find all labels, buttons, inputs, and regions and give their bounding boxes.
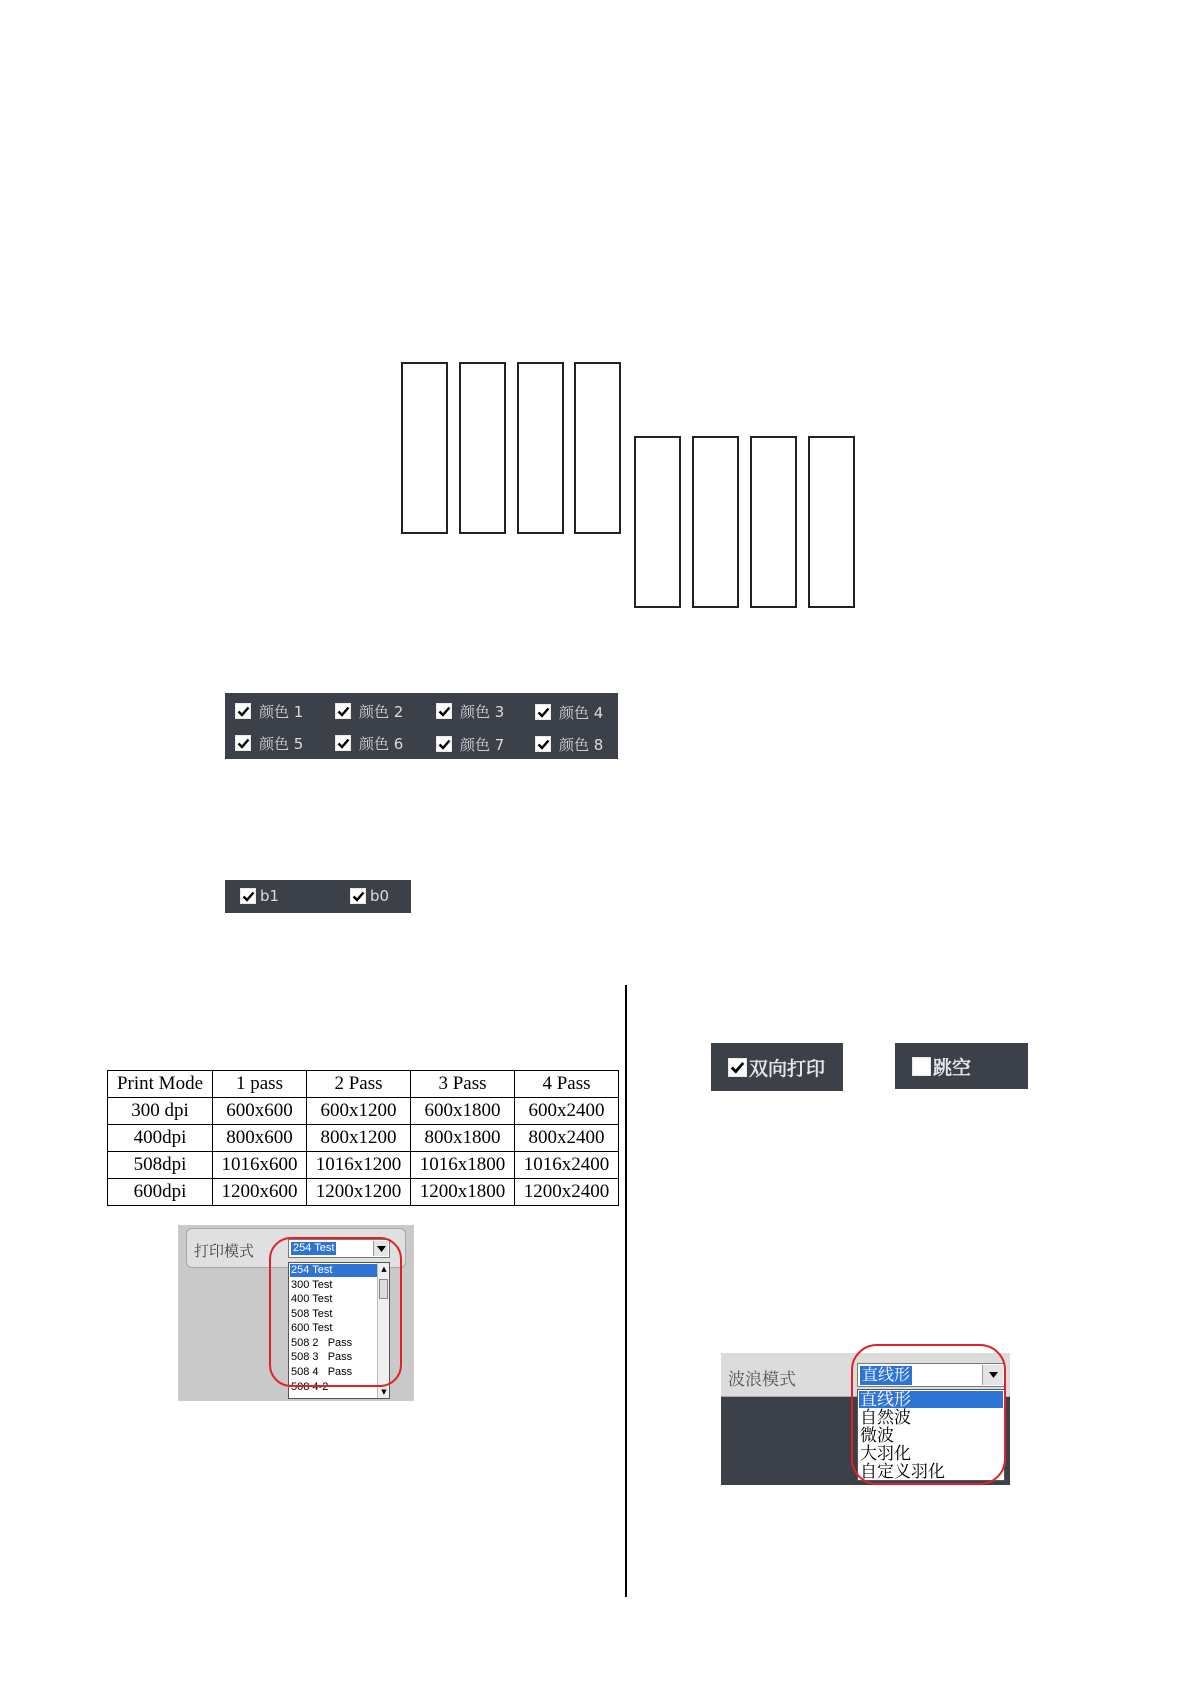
checkbox-box[interactable] — [335, 735, 351, 751]
print-mode-option[interactable]: 508 4 Pass — [291, 1366, 353, 1378]
scroll-thumb[interactable] — [379, 1279, 388, 1299]
skip-blank-checkbox[interactable] — [912, 1055, 971, 1077]
checkbox-box[interactable] — [436, 703, 452, 719]
table-header-cell: 2 Pass — [307, 1071, 411, 1098]
table-cell: 600x1200 — [307, 1098, 411, 1125]
bidirectional-print-checkbox[interactable] — [728, 1056, 825, 1078]
printhead-rect-1 — [401, 362, 448, 534]
print-mode-label: 打印模式 — [194, 1242, 255, 1260]
printhead-rect-5 — [634, 436, 681, 608]
table-cell: 1200x1200 — [307, 1179, 411, 1206]
color-channel-panel — [225, 693, 618, 759]
color-8-checkbox[interactable] — [535, 733, 603, 755]
print-mode-option[interactable]: 400 Test — [291, 1293, 333, 1305]
bidirectional-print-label: 双向打印 — [749, 1057, 826, 1080]
checkbox-box[interactable] — [240, 888, 256, 904]
table-header-cell: Print Mode — [108, 1071, 213, 1098]
printhead-rect-2 — [459, 362, 506, 534]
table-cell: 1016x2400 — [515, 1152, 619, 1179]
checkbox-box[interactable] — [535, 736, 551, 752]
checkbox-box[interactable] — [912, 1057, 931, 1076]
color-6-checkbox[interactable] — [335, 732, 403, 754]
table-cell: 800x2400 — [515, 1125, 619, 1152]
table-row — [108, 1152, 619, 1179]
skip-blank-label: 跳空 — [933, 1056, 972, 1079]
table-header-cell: 4 Pass — [515, 1071, 619, 1098]
table-cell: 400dpi — [108, 1125, 213, 1152]
table-header-cell: 3 Pass — [411, 1071, 515, 1098]
table-header-row — [108, 1071, 619, 1098]
color-3-checkbox[interactable] — [436, 700, 504, 722]
printhead-rect-4 — [574, 362, 621, 534]
table-row — [108, 1098, 619, 1125]
color-4-checkbox[interactable] — [535, 701, 603, 723]
print-mode-option[interactable]: 300 Test — [291, 1279, 333, 1291]
print-mode-option[interactable]: 508 4-2 — [291, 1381, 329, 1393]
scroll-up-arrow-icon[interactable]: ▲ — [381, 1265, 387, 1273]
table-row — [108, 1179, 619, 1206]
printhead-rect-6 — [692, 436, 739, 608]
wave-mode-option[interactable]: 大羽化 — [860, 1444, 911, 1463]
printhead-rect-7 — [750, 436, 797, 608]
color-2-label: 颜色 2 — [359, 702, 404, 721]
wave-mode-label: 波浪模式 — [728, 1370, 796, 1390]
table-cell: 1200x1800 — [411, 1179, 515, 1206]
color-7-label: 颜色 7 — [460, 735, 505, 754]
b1-checkbox[interactable] — [240, 885, 279, 907]
chevron-down-icon[interactable] — [982, 1365, 1003, 1385]
table-cell: 800x600 — [213, 1125, 307, 1152]
bit-option-panel — [225, 880, 411, 913]
bidirectional-print-panel — [711, 1043, 843, 1091]
b0-checkbox[interactable] — [350, 885, 389, 907]
checkbox-box[interactable] — [350, 888, 366, 904]
color-5-label: 颜色 5 — [259, 734, 304, 753]
color-4-label: 颜色 4 — [559, 703, 604, 722]
print-mode-scrollbar[interactable] — [377, 1263, 389, 1398]
print-mode-option[interactable]: 254 Test — [290, 1264, 388, 1277]
print-mode-panel — [178, 1225, 414, 1401]
chevron-down-icon[interactable] — [373, 1241, 388, 1256]
table-cell: 600dpi — [108, 1179, 213, 1206]
checkbox-box[interactable] — [436, 736, 452, 752]
print-mode-option[interactable]: 600 Test — [291, 1322, 333, 1334]
table-cell: 508dpi — [108, 1152, 213, 1179]
color-3-label: 颜色 3 — [460, 702, 505, 721]
table-cell: 800x1200 — [307, 1125, 411, 1152]
b1-label: b1 — [260, 887, 280, 905]
printhead-rect-3 — [517, 362, 564, 534]
checkbox-box[interactable] — [335, 703, 351, 719]
color-2-checkbox[interactable] — [335, 700, 403, 722]
table-cell: 800x1800 — [411, 1125, 515, 1152]
table-cell: 1200x600 — [213, 1179, 307, 1206]
table-row — [108, 1125, 619, 1152]
color-7-checkbox[interactable] — [436, 733, 504, 755]
wave-mode-selected-value: 直线形 — [862, 1367, 911, 1384]
wave-mode-option[interactable]: 自然波 — [860, 1408, 911, 1427]
checkbox-box[interactable] — [728, 1058, 747, 1077]
color-5-checkbox[interactable] — [235, 732, 303, 754]
wave-mode-options-list — [857, 1389, 1005, 1481]
wave-mode-option[interactable]: 微波 — [860, 1426, 894, 1445]
printhead-rect-8 — [808, 436, 855, 608]
table-cell: 1016x1200 — [307, 1152, 411, 1179]
table-cell: 600x2400 — [515, 1098, 619, 1125]
table-cell: 300 dpi — [108, 1098, 213, 1125]
b0-label: b0 — [370, 887, 390, 905]
color-6-label: 颜色 6 — [359, 734, 404, 753]
print-mode-option[interactable]: 508 2 Pass — [291, 1337, 353, 1349]
section-divider — [625, 985, 627, 1597]
wave-mode-option[interactable]: 直线形 — [859, 1391, 1003, 1408]
table-header-cell: 1 pass — [213, 1071, 307, 1098]
skip-blank-panel — [895, 1043, 1028, 1089]
print-mode-option[interactable]: 508 3 Pass — [291, 1351, 353, 1363]
checkbox-box[interactable] — [235, 735, 251, 751]
wave-mode-panel — [721, 1353, 1010, 1485]
table-cell: 1200x2400 — [515, 1179, 619, 1206]
table-cell: 600x1800 — [411, 1098, 515, 1125]
print-mode-options-list — [288, 1262, 390, 1399]
table-cell: 1016x1800 — [411, 1152, 515, 1179]
print-mode-select[interactable] — [288, 1239, 390, 1258]
scroll-down-arrow-icon[interactable]: ▼ — [381, 1388, 387, 1396]
print-mode-option[interactable]: 508 Test — [291, 1308, 333, 1320]
color-1-checkbox[interactable] — [235, 700, 303, 722]
wave-mode-option[interactable]: 自定义羽化 — [860, 1462, 945, 1481]
resolution-table — [107, 1070, 619, 1206]
checkbox-box[interactable] — [235, 703, 251, 719]
color-8-label: 颜色 8 — [559, 735, 604, 754]
print-mode-selected-value: 254 Test — [293, 1242, 335, 1254]
table-cell: 1016x600 — [213, 1152, 307, 1179]
table-cell: 600x600 — [213, 1098, 307, 1125]
checkbox-box[interactable] — [535, 704, 551, 720]
wave-mode-select[interactable] — [857, 1363, 1005, 1387]
color-1-label: 颜色 1 — [259, 702, 304, 721]
